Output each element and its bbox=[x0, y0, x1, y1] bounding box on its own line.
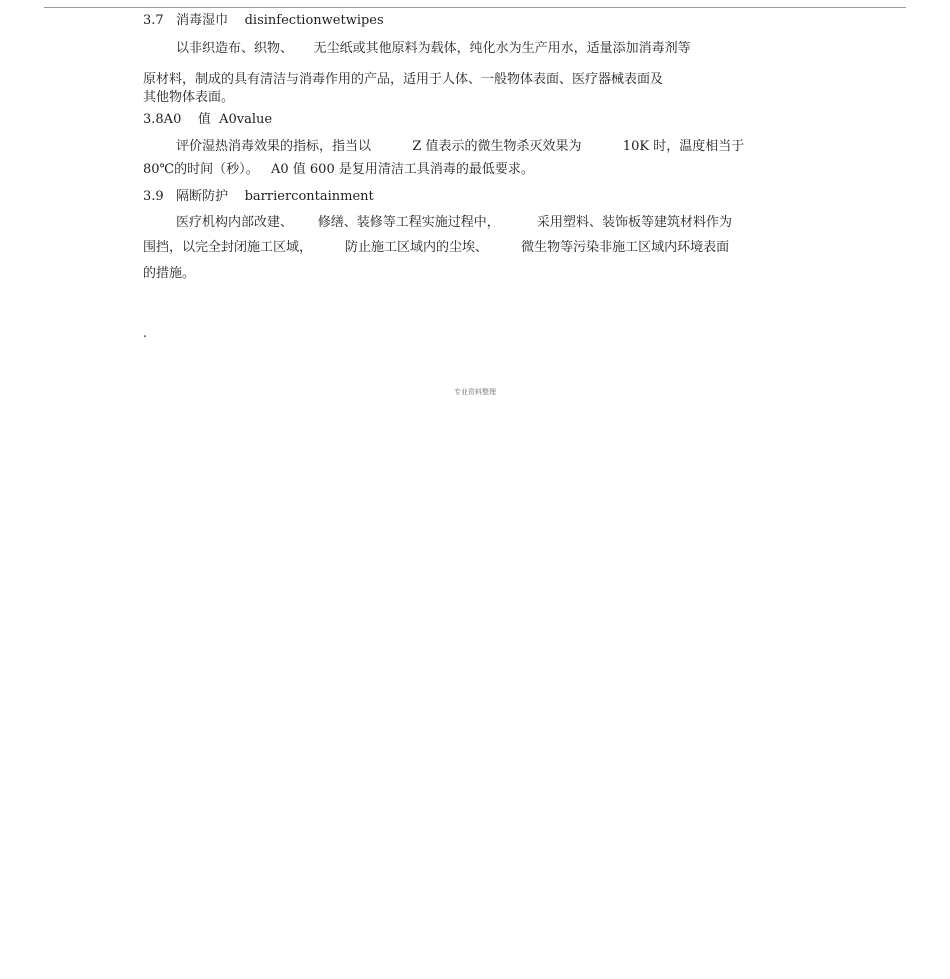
section-3-9-line-2: 围挡，以完全封闭施工区域， 防止施工区域内的尘埃、 微生物等污染非施工区域内环境表面 bbox=[143, 240, 730, 255]
section-3-9-line-1: 医疗机构内部改建、 修缮、装修等工程实施过程中， 采用塑料、装饰板等建筑材料作为 bbox=[176, 215, 732, 230]
section-3-8-heading: 3.8A0 值 A0value bbox=[143, 112, 273, 127]
section-3-7-line-1: 以非织造布、织物、 无尘纸或其他原料为载体，纯化水为生产用水，适量添加消毒剂等 bbox=[176, 41, 691, 56]
section-3-8-line-1: 评价湿热消毒效果的指标，指当以 Z 值表示的微生物杀灭效果为 10K 时，温度相当于 bbox=[176, 139, 745, 154]
stray-dot: . bbox=[143, 326, 148, 341]
section-3-7-heading: 3.7 消毒湿巾 disinfectionwetwipes bbox=[143, 13, 384, 28]
section-3-7-line-3: 其他物体表面。 bbox=[143, 90, 235, 105]
section-3-8-line-2: 80℃的时间（秒）。 A0 值 600 是复用清洁工具消毒的最低要求。 bbox=[143, 162, 534, 177]
section-3-9-line-3: 的措施。 bbox=[143, 266, 196, 281]
top-rule bbox=[44, 7, 906, 8]
page-footer: 专业资料整理 bbox=[454, 388, 496, 396]
section-3-9-heading: 3.9 隔断防护 barriercontainment bbox=[143, 189, 374, 204]
section-3-7-line-2: 原材料，制成的具有清洁与消毒作用的产品，适用于人体、一般物体表面、医疗器械表面及 bbox=[143, 72, 664, 87]
